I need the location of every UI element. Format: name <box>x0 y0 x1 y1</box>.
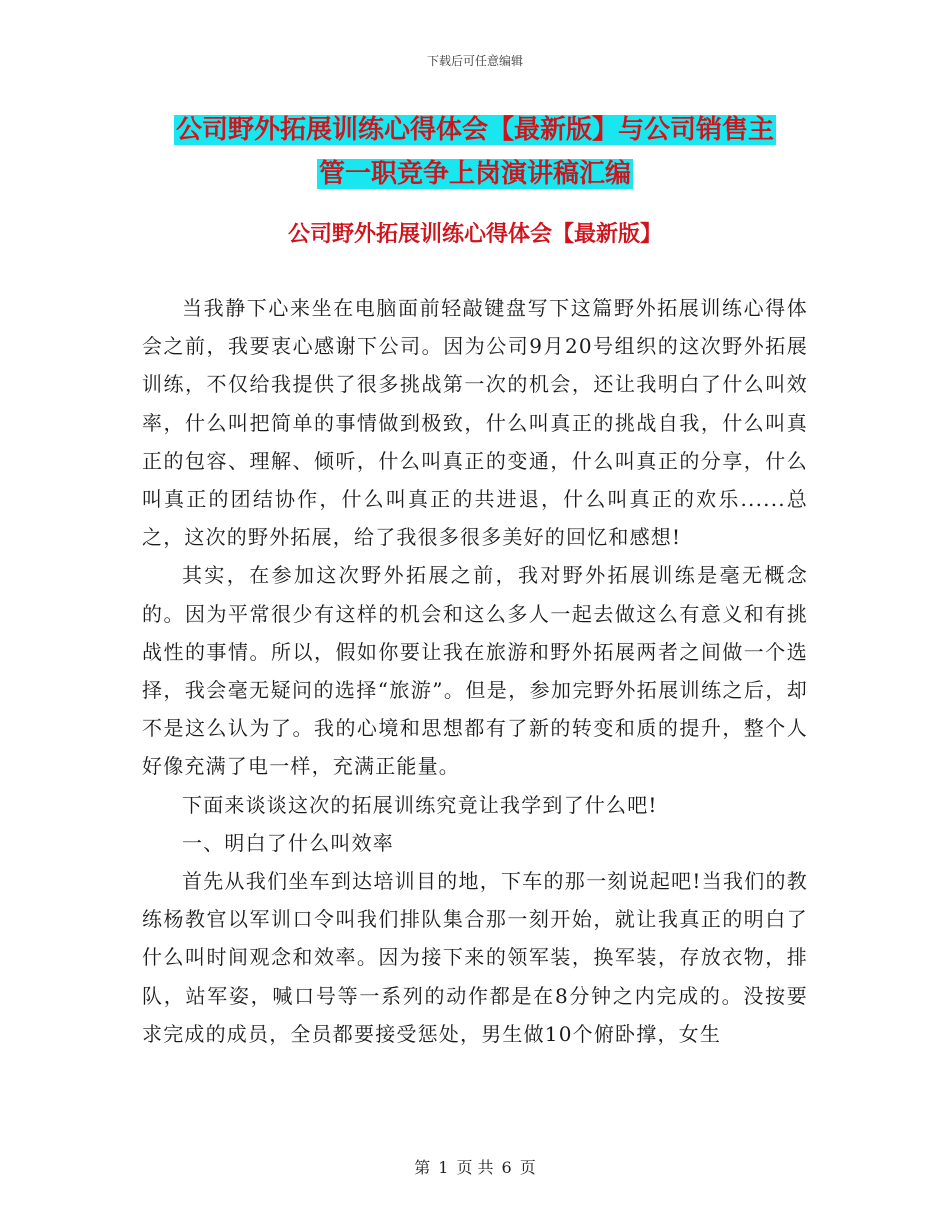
paragraph-heading: 一、明白了什么叫效率 <box>182 830 394 855</box>
paragraph: 其实，在参加这次野外拓展之前，我对野外拓展训练是毫无概念的。因为平常很少有这样的机会和这么多人一起去做这么有意义和有挑战性的事情。所以，假如你要让我在旅游和野外拓展两者之间做一个选择，我会毫无疑问的选择“旅游”。但是，参加完野外拓展训练之后，却不是这么认为了。我的心境和思想都有了新的转变和质的提升，整个人好像充满了电一样，充满正能量。 <box>142 563 808 779</box>
document-title <box>0 108 950 196</box>
page-label-mid: 页 共 <box>456 1158 494 1177</box>
paragraph: 当我静下心来坐在电脑面前轻敲键盘写下这篇野外拓展训练心得体会之前，我要衷心感谢下公司。因为公司9月20号组织的这次野外拓展训练，不仅给我提供了很多挑战第一次的机会，还让我明白了什么叫效率，什么叫把简单的事情做到极致，什么叫真正的挑战自我，什么叫真正的包容、理解、倾听，什么叫真正的变通，什么叫真正的分享，什么叫真正的团结协作，什么叫真正的共进退，什么叫真正的欢乐......总之，这次的野外拓展，给了我很多很多美好的回忆和感想! <box>142 296 808 550</box>
document-title-line-2: 管一职竞争上岗演讲稿汇编 <box>318 159 631 189</box>
header-note: 下载后可任意编辑 <box>426 54 523 68</box>
page-current: 1 <box>438 1158 449 1177</box>
paragraph: 首先从我们坐车到达培训目的地，下车的那一刻说起吧!当我们的教练杨教官以军训口令叫我们排队集合那一刻开始，就让我真正的明白了什么叫时间观念和效率。因为接下来的领军装，换军装，存放衣物，排队，站军姿，喊口号等一系列的动作都是在8分钟之内完成的。没按要求完成的成员，全员都要接受惩处，男生做10个俯卧撑，女生 <box>142 869 808 1046</box>
page-footer <box>0 1155 950 1178</box>
section-title: 公司野外拓展训练心得体会【最新版】 <box>287 222 662 247</box>
document-title-line-1: 公司野外拓展训练心得体会【最新版】与公司销售主 <box>175 115 774 145</box>
page-total: 6 <box>501 1158 512 1177</box>
page-label-prefix: 第 <box>414 1158 431 1177</box>
page-label-suffix: 页 <box>519 1158 536 1177</box>
paragraph: 下面来谈谈这次的拓展训练究竟让我学到了什么吧! <box>182 792 658 817</box>
body-text <box>142 289 808 1053</box>
